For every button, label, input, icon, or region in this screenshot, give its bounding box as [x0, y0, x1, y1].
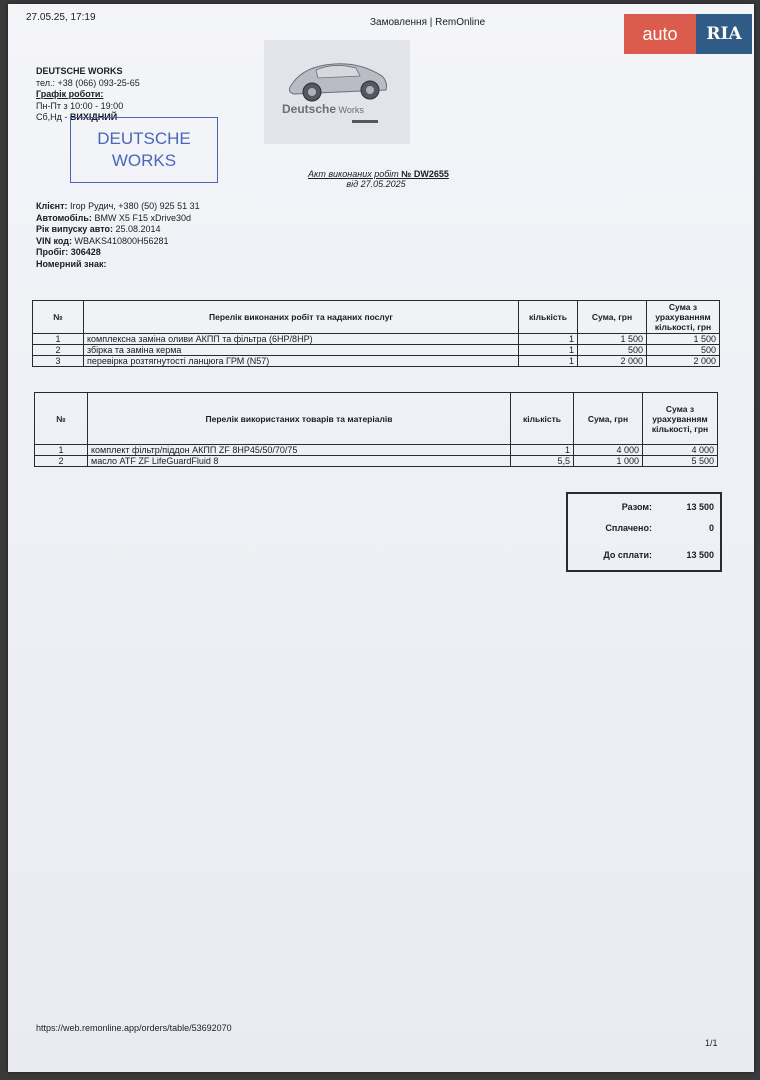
weekend-prefix: Сб,Нд -	[36, 112, 70, 122]
autoria-watermark	[624, 14, 752, 54]
vin-line	[36, 236, 200, 248]
goods-table	[34, 392, 718, 467]
total-label: Разом:	[621, 502, 652, 512]
year-line	[36, 224, 200, 236]
car-logo-icon	[264, 40, 410, 144]
services-header-row	[33, 301, 720, 334]
due-value: 13 500	[686, 550, 714, 560]
car-value: BMW X5 F15 xDrive30d	[91, 212, 191, 223]
company-phone: тел.: +38 (066) 093-25-65	[36, 77, 140, 88]
table-row	[33, 345, 720, 356]
stamp-line2: WORKS	[111, 151, 177, 170]
watermark-ria: RIA	[696, 14, 752, 54]
mileage-line	[36, 247, 200, 259]
paid-value: 0	[708, 523, 714, 533]
cell-sum: 5 500	[643, 456, 718, 467]
cell-sum: 4 000	[643, 445, 718, 456]
schedule-weekdays: Пн-Пт з 10:00 - 19:00	[36, 100, 124, 111]
weekend-value: ВИХІДНИЙ	[69, 112, 118, 122]
cell-sum: 2 000	[647, 356, 720, 367]
mileage-value: 306428	[68, 247, 101, 257]
company-name: DEUTSCHE WORKS	[36, 66, 123, 76]
document-page	[8, 4, 754, 1072]
car-line	[36, 213, 200, 225]
plate-label: Номерний знак:	[36, 258, 107, 269]
company-block	[36, 66, 140, 124]
col-number: №	[33, 301, 84, 334]
goods-header-row	[35, 393, 718, 445]
vin-label: VIN код:	[36, 235, 72, 246]
total-value: 13 500	[686, 502, 714, 512]
cell-price: 1 000	[574, 456, 643, 467]
cell-goods: комплект фільтр/піддон АКПП ZF 8HP45/50/70/75	[88, 445, 511, 456]
car-label: Автомобіль:	[36, 212, 92, 223]
services-table	[32, 300, 720, 367]
cell-number: 2	[35, 456, 88, 467]
page-number: 1/1	[705, 1038, 718, 1048]
act-heading	[308, 169, 449, 189]
col-sum: Сума з урахуванням кількості, грн	[643, 393, 718, 445]
client-value: Ігор Рудич, +380 (50) 925 51 31	[67, 201, 200, 211]
cell-price: 2 000	[578, 356, 647, 367]
act-date: від 27.05.2025	[346, 179, 406, 189]
col-price: Сума, грн	[578, 301, 647, 334]
logo-brand-sub: Works	[336, 105, 364, 115]
cell-qty: 5,5	[511, 456, 574, 467]
watermark-auto: auto	[624, 14, 696, 54]
col-number: №	[35, 393, 88, 445]
vin-value: WBAKS410800H56281	[71, 235, 169, 246]
table-row	[35, 445, 718, 456]
cell-goods: масло ATF ZF LifeGuardFluid 8	[88, 456, 511, 467]
act-title	[308, 169, 449, 179]
client-block	[36, 201, 200, 270]
company-stamp	[70, 117, 218, 183]
cell-sum: 500	[647, 345, 720, 356]
cell-sum: 1 500	[647, 334, 720, 345]
col-qty: кількість	[511, 393, 574, 445]
cell-number: 2	[33, 345, 84, 356]
cell-qty: 1	[519, 345, 578, 356]
table-row	[35, 456, 718, 467]
table-row	[33, 356, 720, 367]
cell-price: 1 500	[578, 334, 647, 345]
company-logo	[264, 40, 410, 144]
cell-service: перевірка розтягнутості ланцюга ГРМ (N57)	[84, 356, 519, 367]
cell-service: збірка та заміна керма	[84, 345, 519, 356]
schedule-label: Графік роботи:	[36, 89, 104, 99]
cell-qty: 1	[511, 445, 574, 456]
table-row	[33, 334, 720, 345]
stamp-line1: DEUTSCHE	[97, 129, 191, 148]
totals-box	[566, 492, 722, 572]
plate-line	[36, 259, 200, 271]
client-line	[36, 201, 200, 213]
due-label: До сплати:	[603, 550, 652, 560]
cell-number: 1	[35, 445, 88, 456]
col-goods: Перелік використаних товарів та матеріалів	[88, 393, 511, 445]
cell-price: 4 000	[574, 445, 643, 456]
col-service: Перелік виконаних робіт та наданих послуг	[84, 301, 519, 334]
footer-url: https://web.remonline.app/orders/table/53692070	[36, 1023, 232, 1033]
client-label: Клієнт:	[36, 201, 68, 211]
act-number: № DW2655	[401, 169, 449, 179]
logo-brand-main: Deutsche	[282, 102, 337, 116]
year-label: Рік випуску авто:	[36, 224, 114, 234]
mileage-label: Пробіг:	[36, 247, 69, 257]
col-qty: кількість	[519, 301, 578, 334]
print-datetime: 27.05.25, 17:19	[26, 12, 96, 23]
cell-price: 500	[578, 345, 647, 356]
cell-number: 3	[33, 356, 84, 367]
act-title-prefix: Акт виконаних робіт	[308, 169, 402, 179]
cell-qty: 1	[519, 334, 578, 345]
logo-brand	[282, 102, 364, 116]
cell-service: комплексна заміна оливи АКПП та фільтра (6HP/8HP)	[84, 334, 519, 345]
col-price: Сума, грн	[574, 393, 643, 445]
cell-qty: 1	[519, 356, 578, 367]
year-value: 25.08.2014	[113, 224, 161, 234]
col-sum: Сума з урахуванням кількості, грн	[647, 301, 720, 334]
print-title: Замовлення | RemOnline	[370, 17, 486, 28]
paid-label: Сплачено:	[605, 523, 652, 533]
cell-number: 1	[33, 334, 84, 345]
